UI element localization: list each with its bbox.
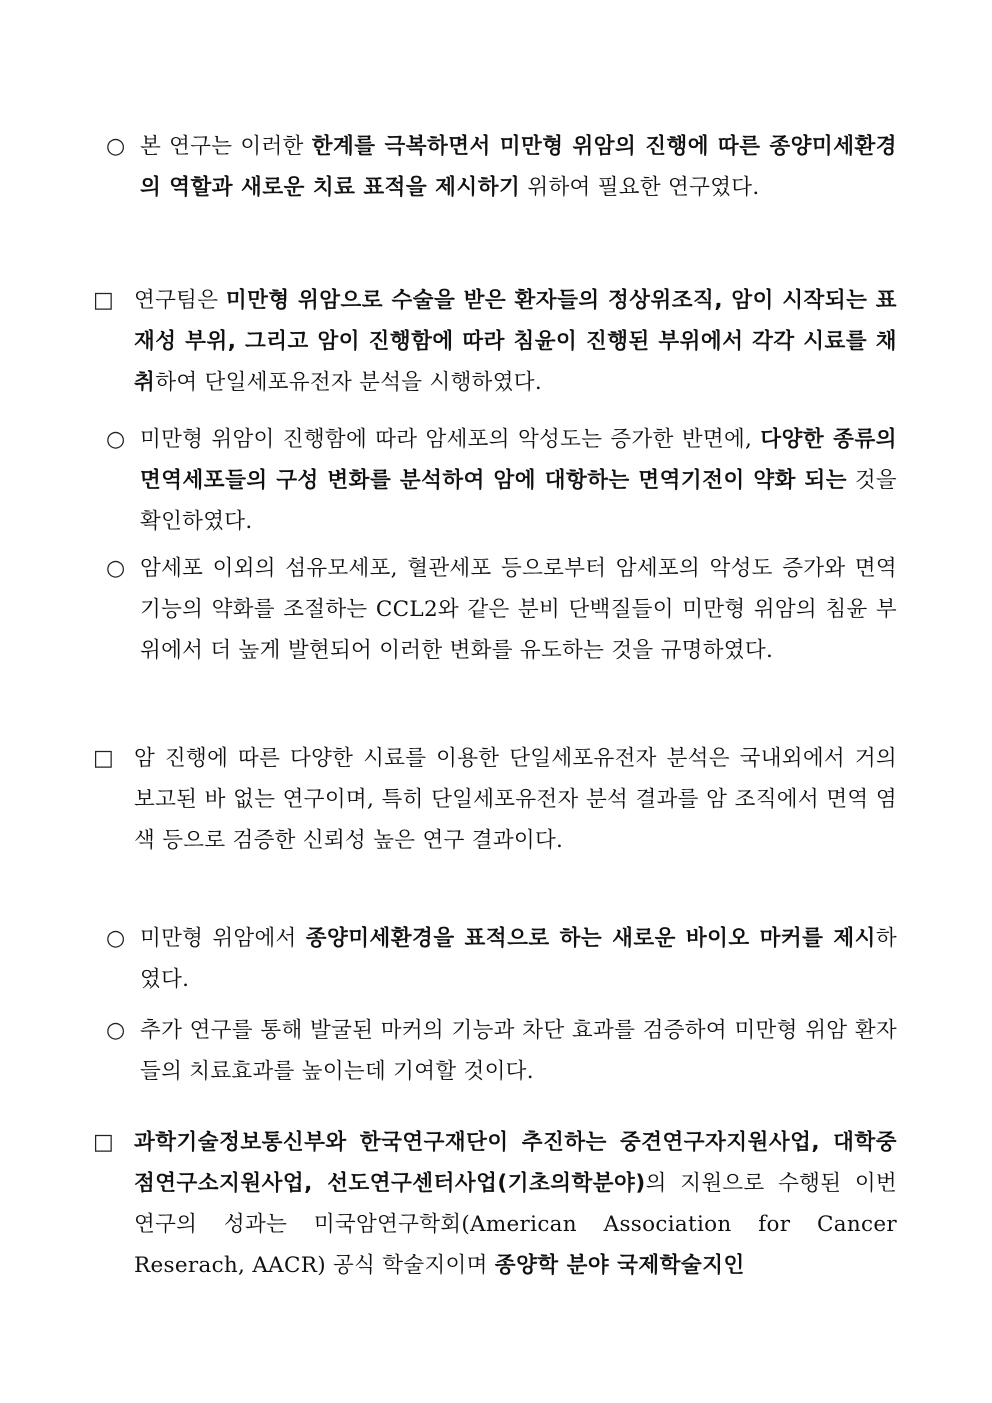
text-run: 의 지원으로 수행된 이번 연구의 성과는 미국암연구학회(American Association for Cancer Reserach, AACR) 공식 학술지이며 xyxy=(134,1171,898,1278)
circle-bullet-icon: ○ xyxy=(106,134,126,159)
paragraph xyxy=(134,738,897,861)
paragraph xyxy=(140,419,897,542)
text-run: 하였다. xyxy=(140,926,897,992)
text-run: 본 연구는 이러한 xyxy=(140,134,312,159)
text-run-bold: 한계를 극복하면서 미만형 위암의 진행에 따른 종양미세환경의 역할과 새로운 치료 표적을 제시하기 xyxy=(140,134,898,200)
text-run: 것을 확인하였다. xyxy=(140,468,897,534)
circle-bullet-icon: ○ xyxy=(106,1018,126,1043)
square-bullet-icon: □ xyxy=(93,1130,114,1155)
text-run: 미만형 위암이 진행함에 따라 암세포의 악성도는 증가한 반면에, xyxy=(140,427,761,452)
paragraph xyxy=(140,918,897,1000)
text-run: 미만형 위암에서 xyxy=(140,926,306,951)
text-run: 암 진행에 따른 다양한 시료를 이용한 단일세포유전자 분석은 국내외에서 거의 보고된 바 없는 연구이며, 특히 단일세포유전자 분석 결과를 암 조직에서 면역 염색 등으로 검증한 신뢰성 높은 연구 결과이다. xyxy=(134,746,897,853)
circle-bullet-icon: ○ xyxy=(106,427,126,452)
text-run: 하여 단일세포유전자 분석을 시행하였다. xyxy=(155,370,542,395)
circle-bullet-icon: ○ xyxy=(106,556,126,581)
square-bullet-icon: □ xyxy=(93,746,114,771)
text-run: 연구팀은 xyxy=(134,288,226,313)
text-run-bold: 미만형 위암으로 수술을 받은 환자들의 정상위조직, 암이 시작되는 표재성 부위, 그리고 암이 진행함에 따라 침윤이 진행된 부위에서 각각 시료를 채취 xyxy=(134,288,897,395)
text-run-bold: 종양미세환경을 표적으로 하는 새로운 바이오 마커를 제시 xyxy=(305,926,876,951)
square-bullet-icon: □ xyxy=(93,288,114,313)
paragraph xyxy=(140,1010,897,1092)
paragraph xyxy=(140,126,897,208)
circle-bullet-icon: ○ xyxy=(106,926,126,951)
text-run: 위하여 필요한 연구였다. xyxy=(520,175,760,200)
paragraph xyxy=(134,1122,897,1286)
text-run-bold: 종양학 분야 국제학술지인 xyxy=(494,1253,745,1278)
text-run-bold: 다양한 종류의 면역세포들의 구성 변화를 분석하여 암에 대항하는 면역기전이 약화 되는 xyxy=(140,427,897,493)
paragraph xyxy=(134,280,897,403)
text-run-bold: 과학기술정보통신부와 한국연구재단이 추진하는 중견연구자지원사업, 대학중점연구소지원사업, 선도연구센터사업(기초의학분야) xyxy=(134,1130,897,1196)
paragraph xyxy=(140,548,897,671)
text-run: 추가 연구를 통해 발굴된 마커의 기능과 차단 효과를 검증하여 미만형 위암 환자들의 치료효과를 높이는데 기여할 것이다. xyxy=(140,1018,897,1084)
text-run: 암세포 이외의 섬유모세포, 혈관세포 등으로부터 암세포의 악성도 증가와 면역기능의 약화를 조절하는 CCL2와 같은 분비 단백질들이 미만형 위암의 침윤 부위에서 더 높게 발현되어 이러한 변화를 유도하는 것을 규명하였다. xyxy=(140,556,897,663)
